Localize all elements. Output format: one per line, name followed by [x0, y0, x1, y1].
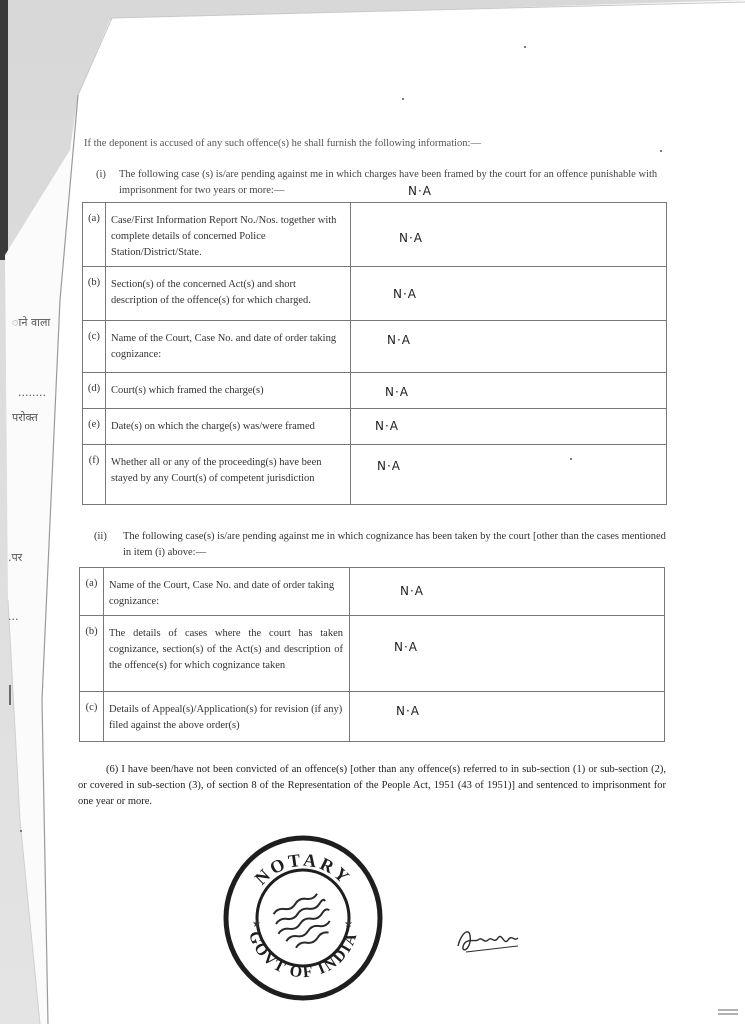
row-label: (d) [83, 373, 106, 409]
row-description: Name of the Court, Case No. and date of order taking cognizance: [104, 568, 350, 616]
svg-text:★: ★ [252, 919, 261, 930]
row-label: (a) [83, 203, 106, 267]
row-label: (b) [80, 616, 104, 692]
row-value-cell [351, 409, 667, 445]
row-value-cell [350, 616, 665, 692]
handwritten-value: N·A [377, 459, 401, 473]
scan-speck [524, 46, 526, 48]
row-description: Details of Appeal(s)/Application(s) for revision (if any) filed against the above order(s) [104, 692, 350, 742]
row-description: Whether all or any of the proceeding(s) have been stayed by any Court(s) of competent jurisdiction [106, 445, 351, 505]
cognizance-table [79, 567, 665, 742]
row-description: Date(s) on which the charge(s) was/were framed [106, 409, 351, 445]
table-row [83, 203, 667, 267]
row-value-cell [351, 445, 667, 505]
item-number: (i) [96, 169, 106, 180]
row-label: (a) [80, 568, 104, 616]
row-value-cell [350, 692, 665, 742]
row-description: Case/First Information Report No./Nos. together with complete details of concerned Police Station/District/State. [106, 203, 351, 267]
scan-speck [660, 150, 662, 152]
item-text: The following case (s) is/are pending against me in which charges have been framed by the court for an offence punishable with imprisonment for two years or more:— [119, 169, 658, 196]
table-row [83, 409, 667, 445]
item-text: The following case(s) is/are pending against me in which cognizance has been taken by the court [other than the cases mentioned in item (i) above:— [123, 531, 666, 558]
table-row [83, 373, 667, 409]
row-label: (c) [80, 692, 104, 742]
item-i [96, 167, 670, 199]
handwritten-value: N·A [387, 333, 411, 347]
margin-note: ... [8, 610, 19, 623]
notary-stamp [222, 832, 384, 1002]
signature [452, 920, 532, 960]
table-row [80, 616, 665, 692]
row-value-cell [351, 203, 667, 267]
row-description: The details of cases where the court has taken cognizance, section(s) of the Act(s) and description of the offence(s) for which cognizance taken [104, 616, 350, 692]
scan-speck [402, 98, 404, 100]
handwritten-value: N·A [393, 287, 417, 301]
margin-note: ाने वाला [12, 316, 51, 329]
row-value-cell [351, 373, 667, 409]
handwritten-value: N·A [375, 419, 399, 433]
margin-note: ........ [18, 386, 46, 399]
scan-speck [20, 830, 22, 832]
table-row [83, 445, 667, 505]
handwritten-value: N·A [399, 231, 423, 245]
row-value-cell [350, 568, 665, 616]
margin-note: .पर [8, 551, 23, 564]
handwritten-value: N·A [400, 584, 424, 598]
row-description: Court(s) which framed the charge(s) [106, 373, 351, 409]
row-description: Section(s) of the concerned Act(s) and short description of the offence(s) for which charged. [106, 267, 351, 321]
table-row [83, 267, 667, 321]
row-label: (f) [83, 445, 106, 505]
intro-text: If the deponent is accused of any such offence(s) he shall furnish the following information:— [84, 138, 481, 149]
row-description: Name of the Court, Case No. and date of order taking cognizance: [106, 321, 351, 373]
handwritten-value: N·A [385, 385, 409, 399]
paragraph-6: (6) I have been/have not been convicted of an offence(s) [other than any offence(s) referred to in sub-section (1) or sub-section (2), or covered in sub-section (3), of section 8 of the Representation of the People Act, 1951 (43 of 1951)] and sentenced to imprisonment for one year or more. [78, 764, 666, 807]
row-label: (e) [83, 409, 106, 445]
row-value-cell [351, 321, 667, 373]
svg-text:GOVT OF INDIA: GOVT OF INDIA [244, 929, 362, 982]
row-label: (c) [83, 321, 106, 373]
charges-table [82, 202, 667, 505]
row-value-cell [351, 267, 667, 321]
scan-artifact [718, 1008, 738, 1016]
handwritten-answer: N·A [408, 184, 432, 198]
margin-note: परोक्त [12, 411, 38, 424]
table-row [80, 568, 665, 616]
table-row [83, 321, 667, 373]
row-label: (b) [83, 267, 106, 321]
handwritten-value: N·A [394, 640, 418, 654]
scan-speck [570, 458, 572, 460]
item-ii [94, 529, 669, 561]
svg-text:★: ★ [344, 919, 353, 930]
handwritten-value: N·A [396, 704, 420, 718]
svg-text:NOTARY: NOTARY [250, 849, 356, 889]
table-row [80, 692, 665, 742]
item-number: (ii) [94, 531, 107, 542]
